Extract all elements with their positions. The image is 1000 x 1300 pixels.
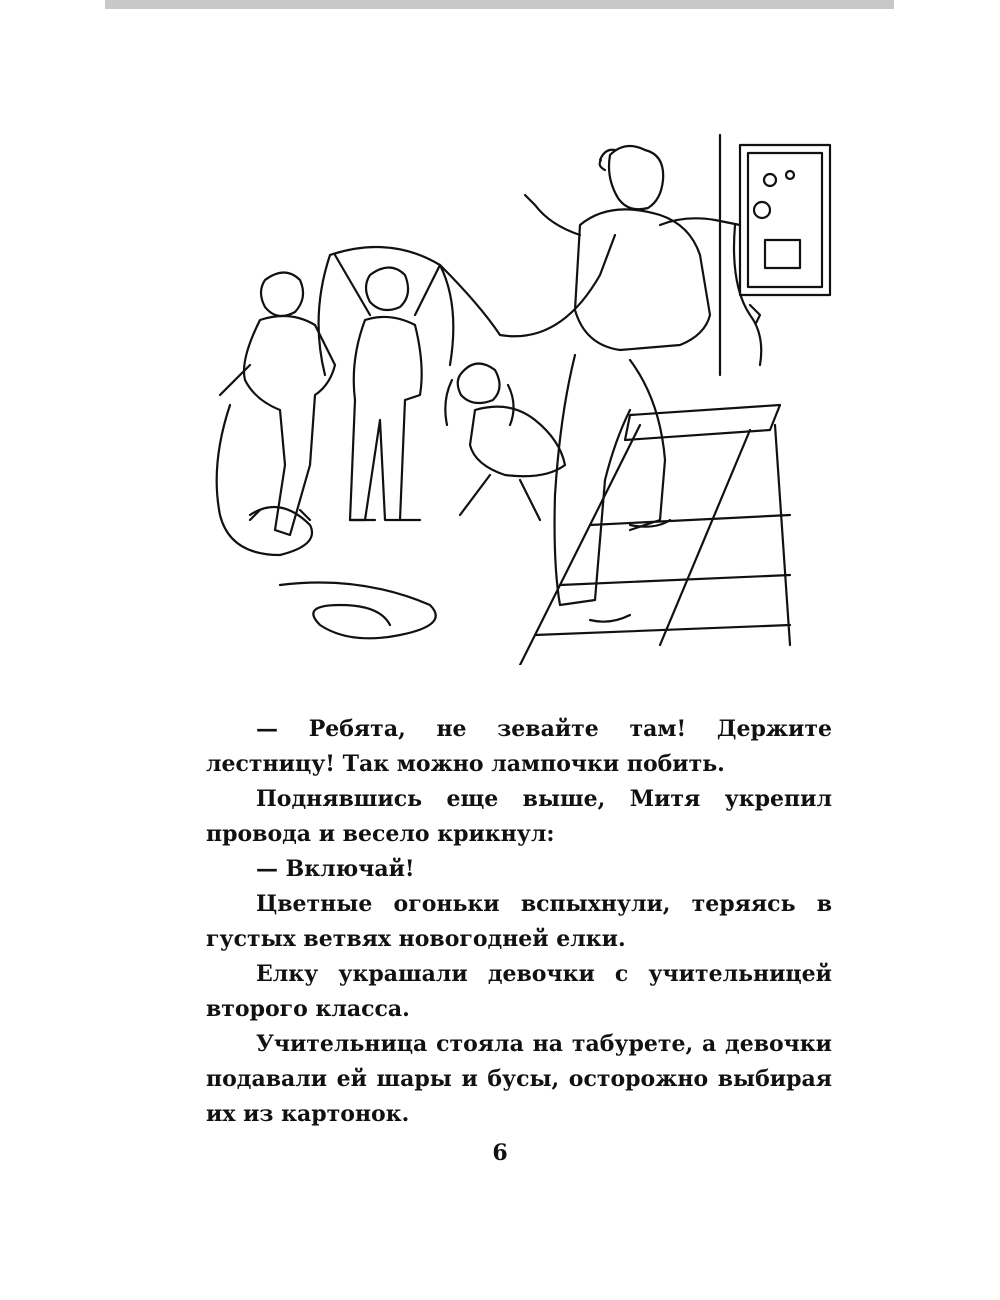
paragraph: Цветные огоньки вспыхнули, теряясь в густых ветвях новогодней елки. [206, 891, 832, 952]
garland [217, 235, 615, 638]
paragraph: Елку украшали девочки с учительницей второго класса. [206, 961, 832, 1022]
paragraph: — Ребята, не зевайте там! Держите лестницу! Так можно лампочки побить. [206, 716, 832, 777]
paragraph: Поднявшись еще выше, Митя укрепил провода и весело крикнул: [206, 786, 832, 847]
page-number: 6 [492, 1140, 508, 1166]
illustration-drawing [190, 125, 840, 665]
story-text [206, 712, 832, 1132]
electric-panel [720, 135, 830, 375]
boy-center [335, 255, 440, 520]
top-rule [105, 0, 894, 9]
paragraph: Учительница стояла на табурете, а девочки подавали ей шары и бусы, осторожно выбирая их из картонок. [206, 1031, 832, 1127]
paragraph: — Включай! [256, 856, 415, 882]
man-on-ladder [525, 146, 740, 622]
illustration [190, 125, 840, 665]
girl [445, 364, 565, 520]
boy-left [220, 273, 335, 536]
